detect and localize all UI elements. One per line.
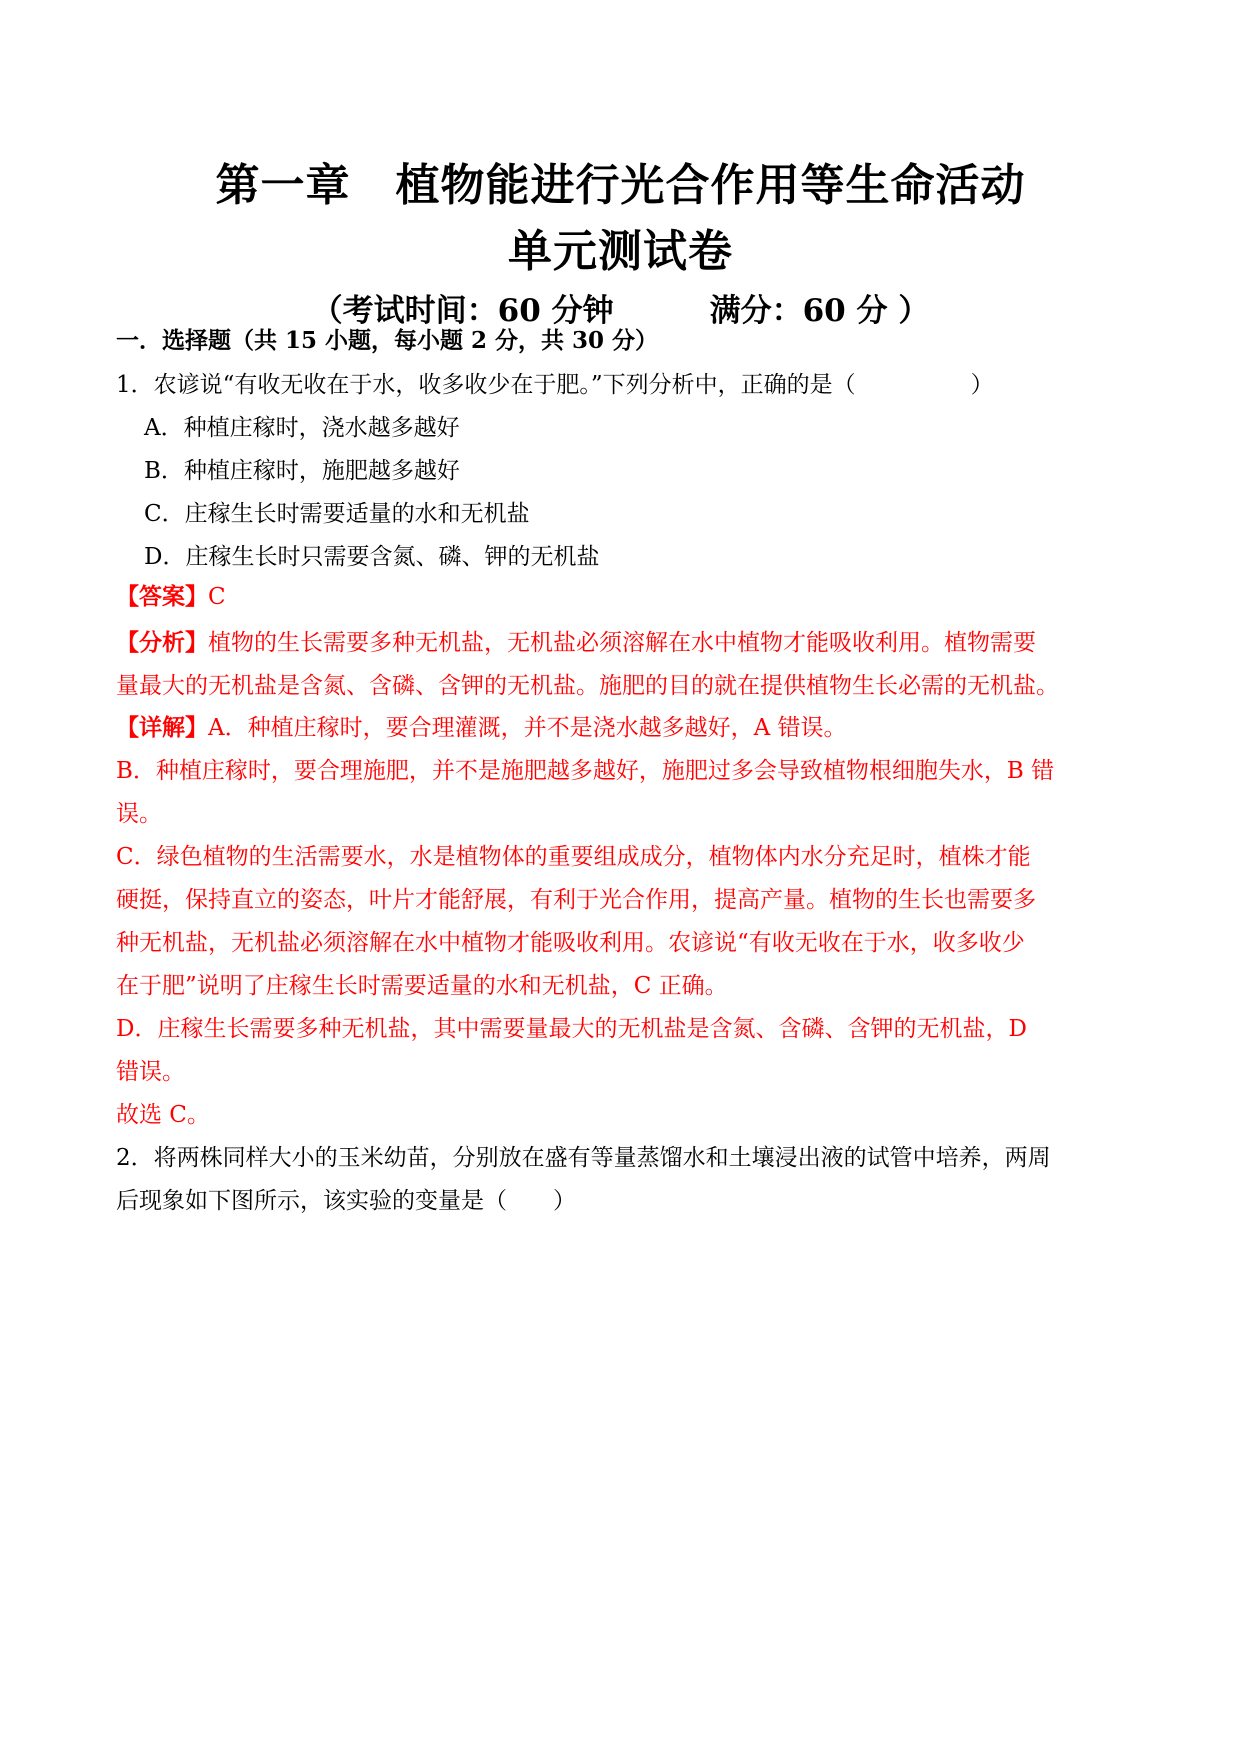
detail-line-b-cont: 误。 — [116, 801, 162, 827]
detail-line-d2: 错误。 — [116, 1059, 185, 1085]
analysis-line-2: 量最大的无机盐是含氮、含磷、含钾的无机盐。施肥的目的就在提供植物生长必需的无机盐。 — [116, 673, 1059, 699]
question-1-option-b: B．种植庄稼时，施肥越多越好 — [144, 458, 460, 484]
answer-line — [116, 582, 226, 612]
analysis-text-1: 植物的生长需要多种无机盐，无机盐必须溶解在水中植物才能吸收利用。植物需要 — [208, 630, 1036, 656]
question-1-stem: 1．农谚说“有收无收在于水，收多收少在于肥。”下列分析中，正确的是（ ） — [116, 372, 994, 398]
detail-line-1 — [116, 713, 847, 743]
detail-text-1: A．种植庄稼时，要合理灌溉，并不是浇水越多越好，A 错误。 — [208, 715, 847, 741]
detail-line-c1: C．绿色植物的生活需要水，水是植物体的重要组成成分，植物体内水分充足时，植株才能 — [116, 844, 1031, 870]
question-2-stem-line-1: 2．将两株同样大小的玉米幼苗，分别放在盛有等量蒸馏水和土壤浸出液的试管中培养，两周 — [116, 1145, 1051, 1171]
question-1-option-d: D．庄稼生长时只需要含氮、磷、钾的无机盐 — [144, 544, 600, 570]
question-2-stem-line-2: 后现象如下图所示，该实验的变量是（ ） — [116, 1188, 576, 1214]
exam-score: 满分：60 分 ） — [709, 293, 930, 329]
analysis-line-1 — [116, 628, 1036, 658]
page-title: 第一章 植物能进行光合作用等生命活动 — [215, 160, 1026, 211]
answer-tag: 【答案】 — [116, 583, 208, 610]
detail-line-b: B．种植庄稼时，要合理施肥，并不是施肥越多越好，施肥过多会导致植物根细胞失水，B 错 — [116, 758, 1055, 784]
analysis-tag: 【分析】 — [116, 629, 208, 656]
question-1-option-a: A．种植庄稼时，浇水越多越好 — [144, 415, 460, 441]
detail-line-c2: 硬挺，保持直立的姿态，叶片才能舒展，有利于光合作用，提高产量。植物的生长也需要多 — [116, 887, 1036, 913]
answer-value: C — [208, 584, 226, 610]
detail-line-c4: 在于肥”说明了庄稼生长时需要适量的水和无机盐，C 正确。 — [116, 973, 728, 999]
detail-line-c3: 种无机盐，无机盐必须溶解在水中植物才能吸收利用。农谚说“有收无收在于水，收多收少 — [116, 930, 1025, 956]
question-1-option-c: C．庄稼生长时需要适量的水和无机盐 — [144, 501, 530, 527]
detail-line-d1: D．庄稼生长需要多种无机盐，其中需要量最大的无机盐是含氮、含磷、含钾的无机盐，D — [116, 1016, 1027, 1042]
detail-tag: 【详解】 — [116, 714, 208, 741]
page-subtitle: 单元测试卷 — [508, 226, 733, 277]
exam-time: （考试时间：60 分钟 — [311, 293, 614, 329]
section-heading: 一．选择题（共 15 小题，每小题 2 分，共 30 分） — [116, 327, 659, 354]
conclusion-line: 故选 C。 — [116, 1102, 210, 1128]
